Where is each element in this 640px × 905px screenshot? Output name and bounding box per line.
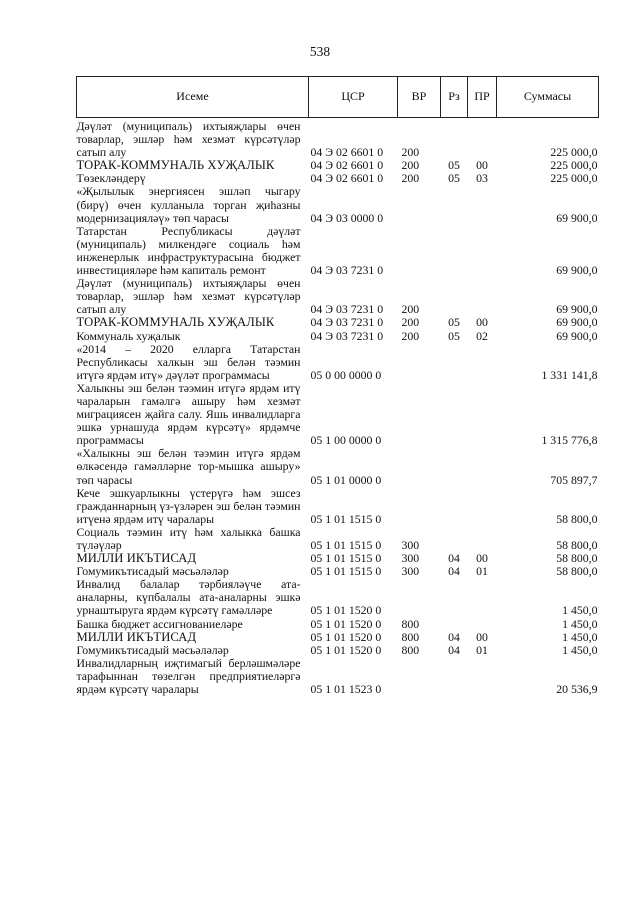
table-row: [77, 644, 599, 657]
row-code: 05 1 01 1520 0: [310, 616, 382, 631]
row-code: 04 Э 03 7231 0: [310, 302, 384, 317]
row-name: Инвалид балалар тәрбияләүче ата-аналарны, күпбалалы ата-аналарны эшкә урнаштыруга ярдәм күрсәтү гамәлләре: [76, 577, 301, 618]
row-name: Гомумикътисадый мәсьәләләр: [76, 642, 229, 657]
row-name: ТОРАК-КОММУНАЛЬ ХУҖАЛЫК: [76, 315, 275, 330]
row-vr: 300: [401, 538, 420, 552]
row-name: «Халыкны эш белән тәэмин итүгә ярдәм өлкәсендә гамәлләрне тор-мышка ашыру» төп чарасы: [76, 446, 301, 487]
row-rz: [441, 277, 468, 316]
row-sum: 58 800,0: [556, 551, 598, 566]
row-vr: 200: [401, 158, 420, 173]
row-code: 05 1 01 1515 0: [310, 511, 382, 526]
row-pr: [468, 382, 497, 447]
row-sum: 20 536,9: [556, 682, 598, 697]
row-pr: [468, 225, 497, 277]
row-pr: [468, 185, 497, 224]
row-name: Социаль тәэмин итү һәм халыкка башка түләүләр: [76, 524, 301, 552]
row-rz: 05: [448, 158, 460, 173]
row-code: 05 1 01 1520 0: [310, 603, 382, 618]
row-vr: 800: [401, 642, 420, 657]
table-row: [77, 185, 599, 224]
header-name: Исеме: [77, 77, 309, 118]
table-row: [77, 487, 599, 526]
row-name: Дәүләт (муниципаль) ихтыяҗлары өчен товарлар, эшләр һәм хезмәт күрсәтүләр сатып алу: [76, 119, 301, 160]
row-rz: [441, 618, 468, 631]
row-vr: [398, 657, 441, 696]
page-number: 538: [309, 44, 331, 59]
table-row: [77, 316, 599, 329]
row-pr: 03: [476, 171, 488, 186]
table-row: [77, 526, 599, 552]
row-rz: [441, 185, 468, 224]
row-vr: [398, 578, 441, 617]
table-row: [77, 330, 599, 343]
row-pr: 00: [476, 158, 488, 173]
row-code: 05 1 00 0000 0: [310, 433, 382, 448]
row-rz: 04: [448, 564, 460, 579]
row-rz: 05: [448, 171, 460, 186]
row-code: 05 1 01 1515 0: [310, 564, 382, 579]
row-code: 05 1 01 1523 0: [310, 682, 382, 697]
row-name: Башка бюджет ассигнованиеләре: [76, 616, 243, 631]
row-name: МИЛЛИ ИКЪТИСАД: [76, 629, 197, 644]
row-rz: [441, 225, 468, 277]
row-vr: 200: [401, 328, 420, 343]
row-rz: [441, 487, 468, 526]
row-vr: 200: [401, 171, 420, 186]
row-rz: 05: [448, 328, 460, 343]
row-pr: [468, 526, 497, 552]
table-row: [77, 631, 599, 644]
row-pr: 01: [476, 642, 488, 657]
row-sum: 69 900,0: [556, 263, 598, 278]
row-vr: [398, 343, 441, 382]
row-rz: [441, 578, 468, 617]
row-pr: 00: [476, 551, 488, 566]
row-code: 04 Э 03 0000 0: [310, 210, 384, 225]
row-name: МИЛЛИ ИКЪТИСАД: [76, 551, 197, 566]
row-pr: 00: [476, 315, 488, 330]
row-pr: [468, 657, 497, 696]
header-vr: ВР: [398, 77, 441, 118]
table-row: [77, 578, 599, 617]
row-pr: [468, 447, 497, 486]
row-rz: [441, 526, 468, 552]
row-pr: 02: [476, 328, 488, 343]
row-code: 05 1 01 1520 0: [310, 629, 382, 644]
row-pr: 01: [476, 564, 488, 579]
row-sum: 58 800,0: [556, 511, 598, 526]
table-header-row: [77, 77, 599, 118]
row-sum: 69 900,0: [556, 315, 598, 330]
table-row: [77, 225, 599, 277]
row-vr: [398, 225, 441, 277]
table-row: [77, 277, 599, 316]
row-vr: [398, 185, 441, 224]
row-name: Татарстан Республикасы дәүләт (муниципаль) милкендәге социаль һәм инженерлык инфраструктурасына бюджет инвестицияләре һәм капиталь ремонт: [76, 223, 301, 278]
header-sum: Суммасы: [497, 77, 599, 118]
table-row: [77, 118, 599, 160]
header-code: ЦСР: [309, 77, 398, 118]
row-code: 05 1 01 0000 0: [310, 472, 382, 487]
row-name: Коммуналь хуҗалык: [76, 328, 181, 343]
row-name: ТОРАК-КОММУНАЛЬ ХУҖАЛЫК: [76, 158, 275, 173]
row-pr: [468, 343, 497, 382]
row-rz: [441, 343, 468, 382]
row-name: «2014 – 2020 елларга Татарстан Республикасы халкын эш белән тәэмин итүгә ярдәм итү» дәүләт программасы: [76, 341, 301, 382]
row-pr: [468, 578, 497, 617]
row-name: Кече эшкуарлыкны үстерүгә һәм эшсез гражданнарның үз-үзләрен эш белән тәэмин итүенә ярдәм итү чаралары: [76, 485, 301, 526]
row-sum: 1 315 776,8: [541, 433, 598, 448]
row-code: 04 Э 02 6601 0: [310, 158, 384, 173]
row-name: Инвалидларның иҗтимагый берләшмәләре тарафыннан төзелгән предприятиеләргә ярдәм күрсәтү чаралары: [76, 655, 301, 697]
table-row: [77, 447, 599, 486]
row-sum: 58 800,0: [556, 538, 598, 552]
row-pr: 00: [476, 629, 488, 644]
row-rz: 04: [448, 551, 460, 566]
row-sum: 69 900,0: [556, 302, 598, 317]
row-vr: 300: [401, 551, 420, 566]
row-name: «Җылылык энергиясен эшләп чыгару (бирү) өчен кулланыла торган җиһазны модернизацияләү» төп чарасы: [76, 184, 301, 225]
row-pr: [468, 487, 497, 526]
row-sum: 225 000,0: [550, 145, 598, 160]
table-row: [77, 343, 599, 382]
table-row: [77, 382, 599, 447]
row-sum: 1 450,0: [562, 642, 598, 657]
row-sum: 1 331 141,8: [541, 367, 598, 382]
row-name: Гомумикътисадый мәсьәләләр: [76, 564, 229, 579]
row-vr: 300: [401, 564, 420, 579]
row-name: Халыкны эш белән тәэмин итүгә ярдәм итү чараларын гамәлгә ашыру һәм хезмәт миграциясен җайга салу. Яшь инвалидларга эшкә урнашуда ярдәм күрсәтү» ярдәмче программасы: [76, 380, 301, 448]
row-code: 04 Э 02 6601 0: [310, 145, 384, 160]
row-sum: 1 450,0: [562, 616, 598, 631]
table-row: [77, 618, 599, 631]
table-body: [77, 118, 599, 697]
row-pr: [468, 118, 497, 160]
row-vr: 200: [401, 302, 420, 317]
row-pr: [468, 618, 497, 631]
row-sum: 225 000,0: [550, 158, 598, 173]
row-rz: 04: [448, 629, 460, 644]
row-code: 05 1 01 1515 0: [310, 551, 382, 566]
header-pr: ПР: [468, 77, 497, 118]
row-sum: 225 000,0: [550, 171, 598, 186]
table-row: [77, 657, 599, 696]
row-vr: [398, 487, 441, 526]
row-sum: 69 900,0: [556, 210, 598, 225]
row-sum: 1 450,0: [562, 603, 598, 618]
header-rz: Рз: [441, 77, 468, 118]
row-pr: [468, 277, 497, 316]
row-code: 05 0 00 0000 0: [310, 367, 382, 382]
row-rz: 05: [448, 315, 460, 330]
row-vr: 800: [401, 616, 420, 631]
row-rz: [441, 118, 468, 160]
row-sum: 1 450,0: [562, 629, 598, 644]
row-sum: 69 900,0: [556, 328, 598, 343]
row-vr: 800: [401, 629, 420, 644]
row-code: 05 1 01 1520 0: [310, 642, 382, 657]
row-name: Төзекләндерү: [76, 171, 146, 186]
row-rz: [441, 382, 468, 447]
row-code: 04 Э 03 7231 0: [310, 263, 384, 278]
row-code: 04 Э 02 6601 0: [310, 171, 384, 186]
row-rz: 04: [448, 642, 460, 657]
row-sum: 58 800,0: [556, 564, 598, 579]
row-rz: [441, 447, 468, 486]
row-code: 04 Э 03 7231 0: [310, 315, 384, 330]
row-sum: 705 897,7: [550, 472, 598, 487]
row-code: 04 Э 03 7231 0: [310, 328, 384, 343]
budget-table: [76, 76, 599, 696]
row-vr: 200: [401, 315, 420, 330]
row-vr: [398, 382, 441, 447]
row-code: 05 1 01 1515 0: [310, 538, 382, 552]
row-rz: [441, 657, 468, 696]
row-vr: 200: [401, 145, 420, 160]
row-vr: [398, 447, 441, 486]
row-name: Дәүләт (муниципаль) ихтыяҗлары өчен товарлар, эшләр һәм хезмәт күрсәтүләр сатып алу: [76, 276, 301, 317]
